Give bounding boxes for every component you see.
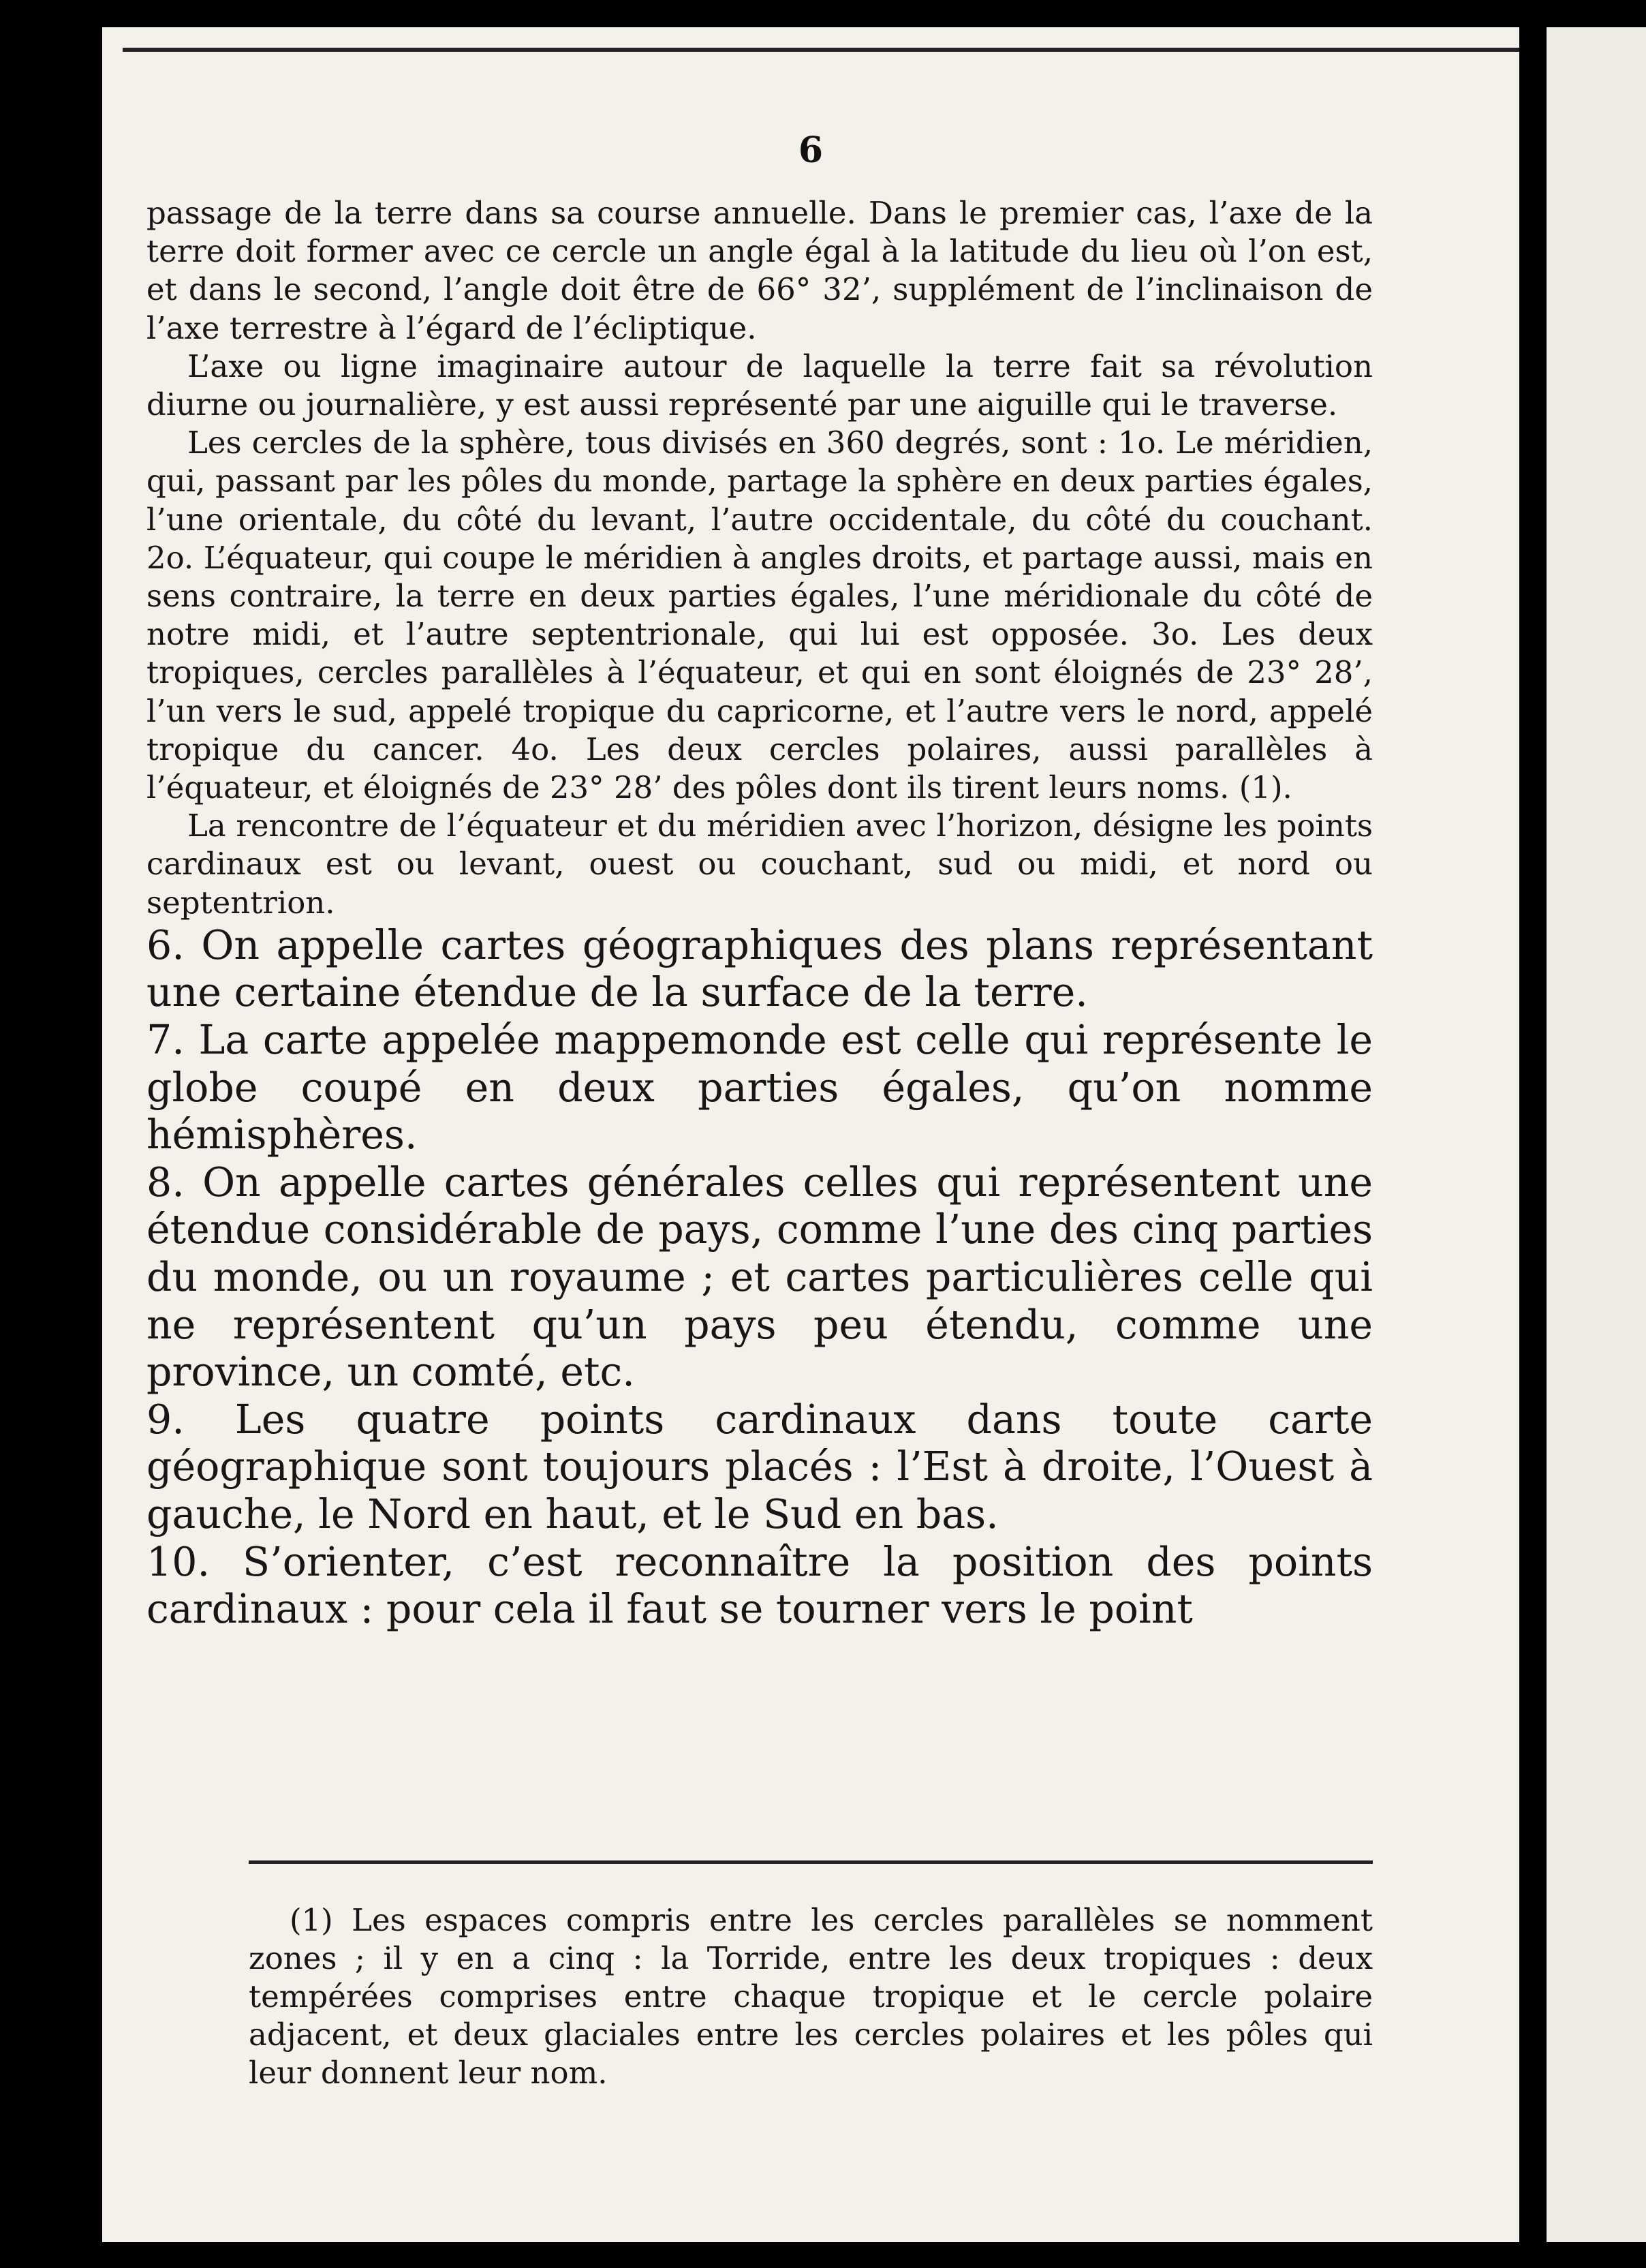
- footnote-text: (1) Les espaces compris entre les cercles parallèles se nomment zones ; il y en a cinq : la Torride, entre les deux tropiques : deux tempérées comprises entre chaque tropique et le cercle polaire adjacent, et deux glaciales entre les cercles polaires et les pôles qui leur donnent leur nom.: [249, 1902, 1373, 2091]
- body-text: [146, 194, 1373, 1634]
- top-border-rule: [123, 48, 1519, 52]
- numbered-paragraph: 7. La carte appelée mappemonde est celle qui représente le globe coupé en deux parties égales, qu’on nomme hémisphères.: [146, 1017, 1373, 1159]
- paragraph: L’axe ou ligne imaginaire autour de laquelle la terre fait sa révolution diurne ou journalière, y est aussi représenté par une aiguille qui le traverse.: [146, 348, 1373, 423]
- numbered-paragraph: 10. S’orienter, c’est reconnaître la position des points cardinaux : pour cela il faut se tourner vers le point: [146, 1538, 1373, 1633]
- numbered-paragraph: 6. On appelle cartes géographiques des plans représentant une certaine étendue de la surface de la terre.: [146, 921, 1373, 1016]
- numbered-paragraph: 8. On appelle cartes générales celles qui représentent une étendue considérable de pays, comme l’une des cinq parties du monde, ou un royaume ; et cartes particulières celle qui ne représentent qu’un pays peu étendu, comme une province, un comté, etc.: [146, 1159, 1373, 1396]
- footnote: [249, 1901, 1373, 2092]
- page-number: 6: [798, 129, 824, 171]
- paragraph: La rencontre de l’équateur et du méridien avec l’horizon, désigne les points cardinaux est ou levant, ouest ou couchant, sud ou midi, et nord ou septentrion.: [146, 808, 1373, 921]
- paragraph: Les cercles de la sphère, tous divisés en 360 degrés, sont : 1o. Le méridien, qui, passant par les pôles du monde, partage la sphère en deux parties égales, l’une orientale, du côté du levant, l’autre occidentale, du côté du couchant. 2o. L’équateur, qui coupe le méridien à angles droits, et partage aussi, mais en sens contraire, la terre en deux parties égales, l’une méridionale du côté de notre midi, et l’autre septentrionale, qui lui est opposée. 3o. Les deux tropiques, cercles parallèles à l’équateur, et qui en sont éloignés de 23° 28’, l’un vers le sud, appelé tropique du capricorne, et l’autre vers le nord, appelé tropique du cancer. 4o. Les deux cercles polaires, aussi parallèles à l’équateur, et éloignés de 23° 28’ des pôles dont ils tirent leurs noms. (1).: [146, 425, 1373, 806]
- numbered-paragraph: 9. Les quatre points cardinaux dans toute carte géographique sont toujours placés : l’Est à droite, l’Ouest à gauche, le Nord en haut, et le Sud en bas.: [146, 1396, 1373, 1537]
- next-page-edge: [1547, 27, 1646, 2242]
- footnote-rule: [249, 1860, 1373, 1864]
- paragraph: passage de la terre dans sa course annuelle. Dans le premier cas, l’axe de la terre doit former avec ce cercle un angle égal à la latitude du lieu où l’on est, et dans le second, l’angle doit être de 66° 32’, supplément de l’inclinaison de l’axe terrestre à l’égard de l’écliptique.: [146, 195, 1373, 346]
